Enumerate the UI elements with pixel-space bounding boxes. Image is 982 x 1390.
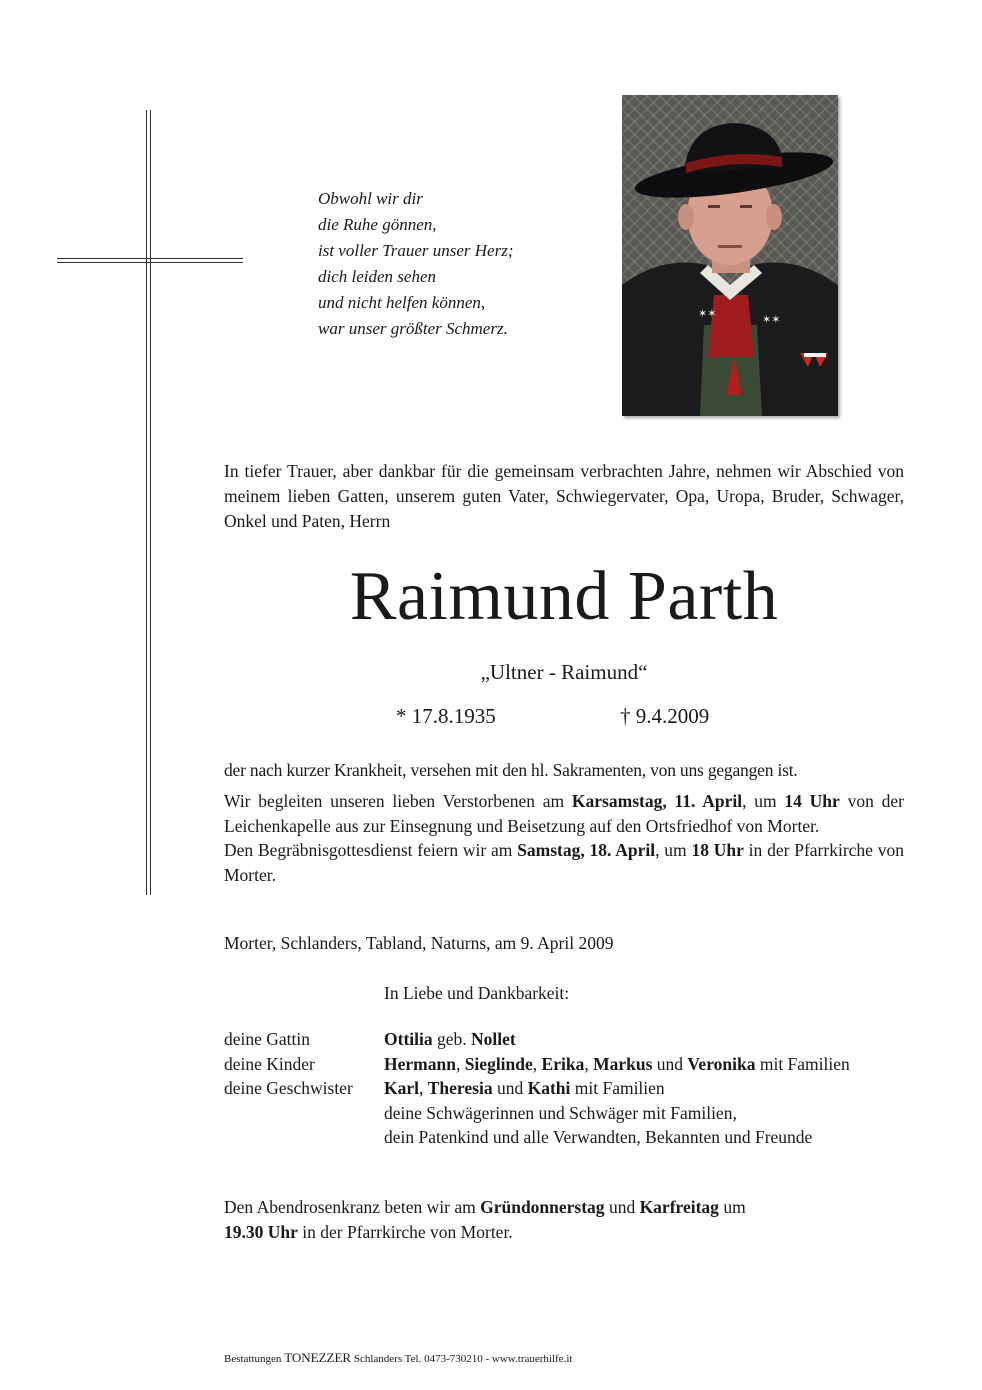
- cross-horizontal-line: [57, 258, 243, 259]
- name-span: Ottilia: [384, 1029, 433, 1049]
- text-span: ,: [419, 1078, 428, 1098]
- portrait-photo: [622, 95, 838, 416]
- svg-text:✶✶: ✶✶: [762, 313, 781, 326]
- birth-date: * 17.8.1935: [396, 704, 496, 728]
- cross-horizontal-line: [57, 262, 243, 263]
- text-span: Den Abendrosenkranz beten wir am: [224, 1197, 481, 1217]
- text-span: ,: [532, 1053, 542, 1074]
- gratitude-line: In Liebe und Dankbarkeit:: [384, 983, 570, 1003]
- text-span: und: [604, 1197, 640, 1217]
- text-span: mit Familien: [570, 1078, 665, 1098]
- intro-text: In tiefer Trauer, aber dankbar für die gemeinsam verbrachten Jahre, nehmen wir Abschied von meinem lieben Gatten, unserem guten Vater, Schwiegervater, Opa, Uropa, Bruder, Schwager, Onkel und Paten, Herrn: [224, 461, 904, 531]
- text-span: mit Familien: [755, 1053, 850, 1074]
- poem-line: die Ruhe gönnen,: [318, 215, 437, 234]
- text-span: ,: [455, 1053, 465, 1074]
- rosary-day: Karfreitag: [639, 1197, 719, 1217]
- name-span: Karl: [384, 1078, 419, 1098]
- name-span: Sieglinde: [464, 1053, 533, 1074]
- text-span: ,: [584, 1053, 594, 1074]
- text-span: Wir begleiten unseren lieben Verstorbenen am: [224, 791, 572, 811]
- family-row-siblings: [224, 1076, 924, 1101]
- funeral-time: 14 Uhr: [784, 791, 840, 811]
- poem: [318, 186, 514, 342]
- cross-vertical-line: [146, 110, 147, 895]
- family-value: deine Schwägerinnen und Schwäger mit Familien,: [384, 1102, 737, 1123]
- poem-line: war unser größter Schmerz.: [318, 319, 508, 338]
- text-span: Den Begräbnisgottesdienst feiern wir am: [224, 840, 518, 860]
- family-label: deine Kinder: [224, 1053, 315, 1074]
- rosary-day: Gründonnerstag: [480, 1197, 605, 1217]
- name-span: Erika: [541, 1053, 585, 1074]
- text-span: von der Leichenkapelle aus zur Einsegnung und Beisetzung auf den Ortsfriedhof von Morter.: [224, 791, 904, 836]
- text-span: um: [718, 1197, 746, 1217]
- name-span: Veronika: [687, 1053, 756, 1074]
- place-date: Morter, Schlanders, Tabland, Naturns, am 9. April 2009: [224, 933, 614, 953]
- text-span: und: [492, 1078, 528, 1098]
- family-row-inlaws: [224, 1101, 924, 1126]
- funeral-date: Karsamstag, 11. April: [571, 791, 743, 811]
- text-span: und: [652, 1053, 688, 1074]
- deceased-name: Raimund Parth: [349, 558, 779, 635]
- mass-date: Samstag, 18. April: [517, 840, 656, 860]
- poem-line: Obwohl wir dir: [318, 189, 423, 208]
- text-span: , um: [742, 791, 785, 811]
- family-label: deine Gattin: [224, 1029, 311, 1049]
- family-label: deine Geschwister: [224, 1078, 353, 1098]
- name-span: Theresia: [427, 1078, 493, 1098]
- poem-line: und nicht helfen können,: [318, 293, 486, 312]
- family-value: dein Patenkind und alle Verwandten, Bekannten und Freunde: [384, 1127, 813, 1147]
- svg-text:✶✶: ✶✶: [698, 307, 717, 320]
- passing-text: der nach kurzer Krankheit, versehen mit den hl. Sakramenten, von uns gegangen ist.: [224, 760, 798, 780]
- funeral-details: [224, 789, 904, 887]
- family-value: [384, 1076, 665, 1101]
- footer-funeral-home: [224, 1350, 572, 1366]
- text-span: , um: [655, 840, 692, 860]
- text-span: geb.: [432, 1029, 472, 1049]
- funeral-home-brand: TONEZZER: [284, 1350, 352, 1365]
- text-span: Bestattungen: [224, 1353, 285, 1365]
- death-date: † 9.4.2009: [620, 704, 710, 728]
- family-value: [384, 1027, 516, 1052]
- text-span: in der Pfarrkirche von Morter.: [297, 1221, 513, 1242]
- portrait-illustration: [622, 95, 838, 416]
- text-span: Schlanders Tel. 0473-730210 - www.trauerhilfe.it: [351, 1353, 573, 1365]
- rosary-text: [224, 1195, 904, 1244]
- name-span: Nollet: [471, 1029, 516, 1049]
- text-span: in der Pfarrkirche von Morter.: [224, 840, 904, 885]
- name-span: Hermann: [384, 1053, 456, 1074]
- family-value: [384, 1052, 850, 1077]
- name-span: Markus: [593, 1053, 653, 1074]
- family-row-others: [224, 1125, 924, 1150]
- mass-time: 18 Uhr: [691, 840, 744, 860]
- poem-line: ist voller Trauer unser Herz;: [318, 241, 514, 260]
- poem-line: dich leiden sehen: [318, 267, 437, 286]
- nickname: „Ultner - Raimund“: [480, 660, 648, 684]
- name-span: Kathi: [527, 1078, 571, 1098]
- cross-vertical-line: [150, 110, 151, 895]
- family-row-spouse: [224, 1027, 924, 1052]
- family-list: [224, 1027, 924, 1150]
- family-row-children: [224, 1052, 924, 1077]
- rosary-time: 19.30 Uhr: [224, 1221, 298, 1242]
